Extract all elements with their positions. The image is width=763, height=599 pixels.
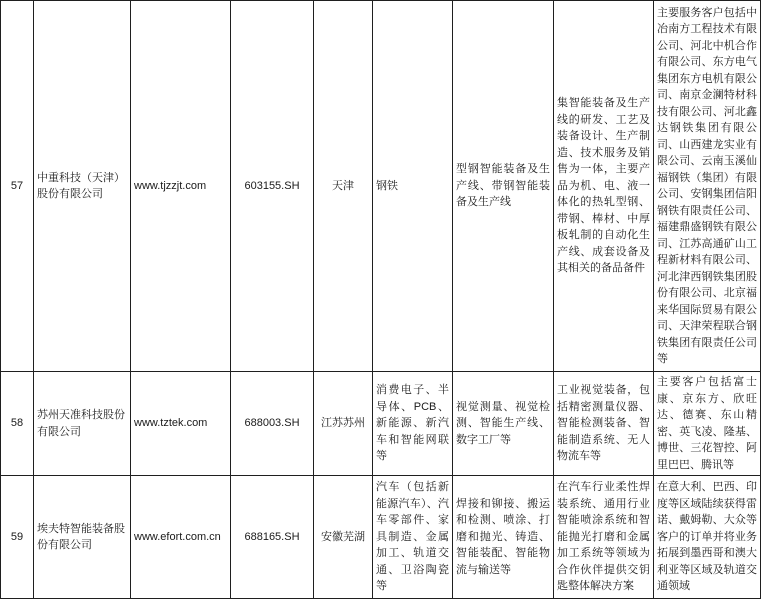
industry-cell: 汽车（包括新能源汽车）、汽车零部件、家具制造、金属加工、轨道交通、卫浴陶瓷等 — [373, 476, 453, 599]
location-cell: 安徽芜湖 — [314, 476, 373, 599]
row-index-cell: 58 — [1, 372, 34, 476]
stock-code-cell: 603155.SH — [231, 1, 314, 372]
industry-cell: 钢铁 — [373, 1, 453, 372]
business-scope-cell: 工业视觉装备，包括精密测量仪器、智能检测装备、智能制造系统、无人物流车等 — [554, 372, 654, 476]
customers-cell: 在意大利、巴西、印度等区域陆续获得雷诺、戴姆勒、大众等客户的订单并将业务拓展到墨西哥和澳大利亚等区域及轨道交通领域 — [654, 476, 761, 599]
products-cell: 焊接和铆接、搬运和检测、喷涂、打磨和抛光、铸造、智能装配、智能物流与输送等 — [453, 476, 554, 599]
website-cell: www.tztek.com — [131, 372, 231, 476]
website-cell: www.efort.com.cn — [131, 476, 231, 599]
products-cell: 型钢智能装备及生产线、带钢智能装备及生产线 — [453, 1, 554, 372]
business-scope-cell: 集智能装备及生产线的研发、工艺及装备设计、生产制造、技术服务及销售为一体，主要产品为机、电、液一体化的热轧型钢、带钢、棒材、中厚板轧制的自动化生产线、成套设备及其相关的备品备件 — [554, 1, 654, 372]
customers-cell: 主要客户包括富士康、京东方、欣旺达、德赛、东山精密、英飞凌、隆基、博世、三花智控、阿里巴巴、腾讯等 — [654, 372, 761, 476]
company-name-cell: 苏州天准科技股份有限公司 — [34, 372, 131, 476]
company-name-cell: 埃夫特智能装备股份有限公司 — [34, 476, 131, 599]
industry-cell: 消费电子、半导体、PCB、新能源、新汽车和智能网联等 — [373, 372, 453, 476]
table-row — [1, 476, 761, 599]
stock-code-cell: 688165.SH — [231, 476, 314, 599]
table-row — [1, 372, 761, 476]
location-cell: 江苏苏州 — [314, 372, 373, 476]
table-row — [1, 1, 761, 372]
business-scope-cell: 在汽车行业柔性焊装系统、通用行业智能喷涂系统和智能抛光打磨和金属加工系统等领域为合作伙伴提供交钥匙整体解决方案 — [554, 476, 654, 599]
products-cell: 视觉测量、视觉检测、智能生产线、数字工厂等 — [453, 372, 554, 476]
location-cell: 天津 — [314, 1, 373, 372]
company-name-cell: 中重科技（天津）股份有限公司 — [34, 1, 131, 372]
stock-code-cell: 688003.SH — [231, 372, 314, 476]
row-index-cell: 57 — [1, 1, 34, 372]
customers-cell: 主要服务客户包括中冶南方工程技术有限公司、河北中机合作有限公司、东方电气集团东方电机有限公司、南京金澜特材科技有限公司、河北鑫达钢铁集团有限公司、山西建龙实业有限公司、云南玉溪仙福钢铁（集团）有限公司、安钢集团信阳钢铁有限责任公司、福建鼎盛钢铁有限公司、江苏高通矿山工程新材料有限公司、河北津西钢铁集团股份有限公司、北京福来华国际贸易有限公司、天津荣程联合钢铁集团有限责任公司等 — [654, 1, 761, 372]
row-index-cell: 59 — [1, 476, 34, 599]
website-cell: www.tjzzjt.com — [131, 1, 231, 372]
